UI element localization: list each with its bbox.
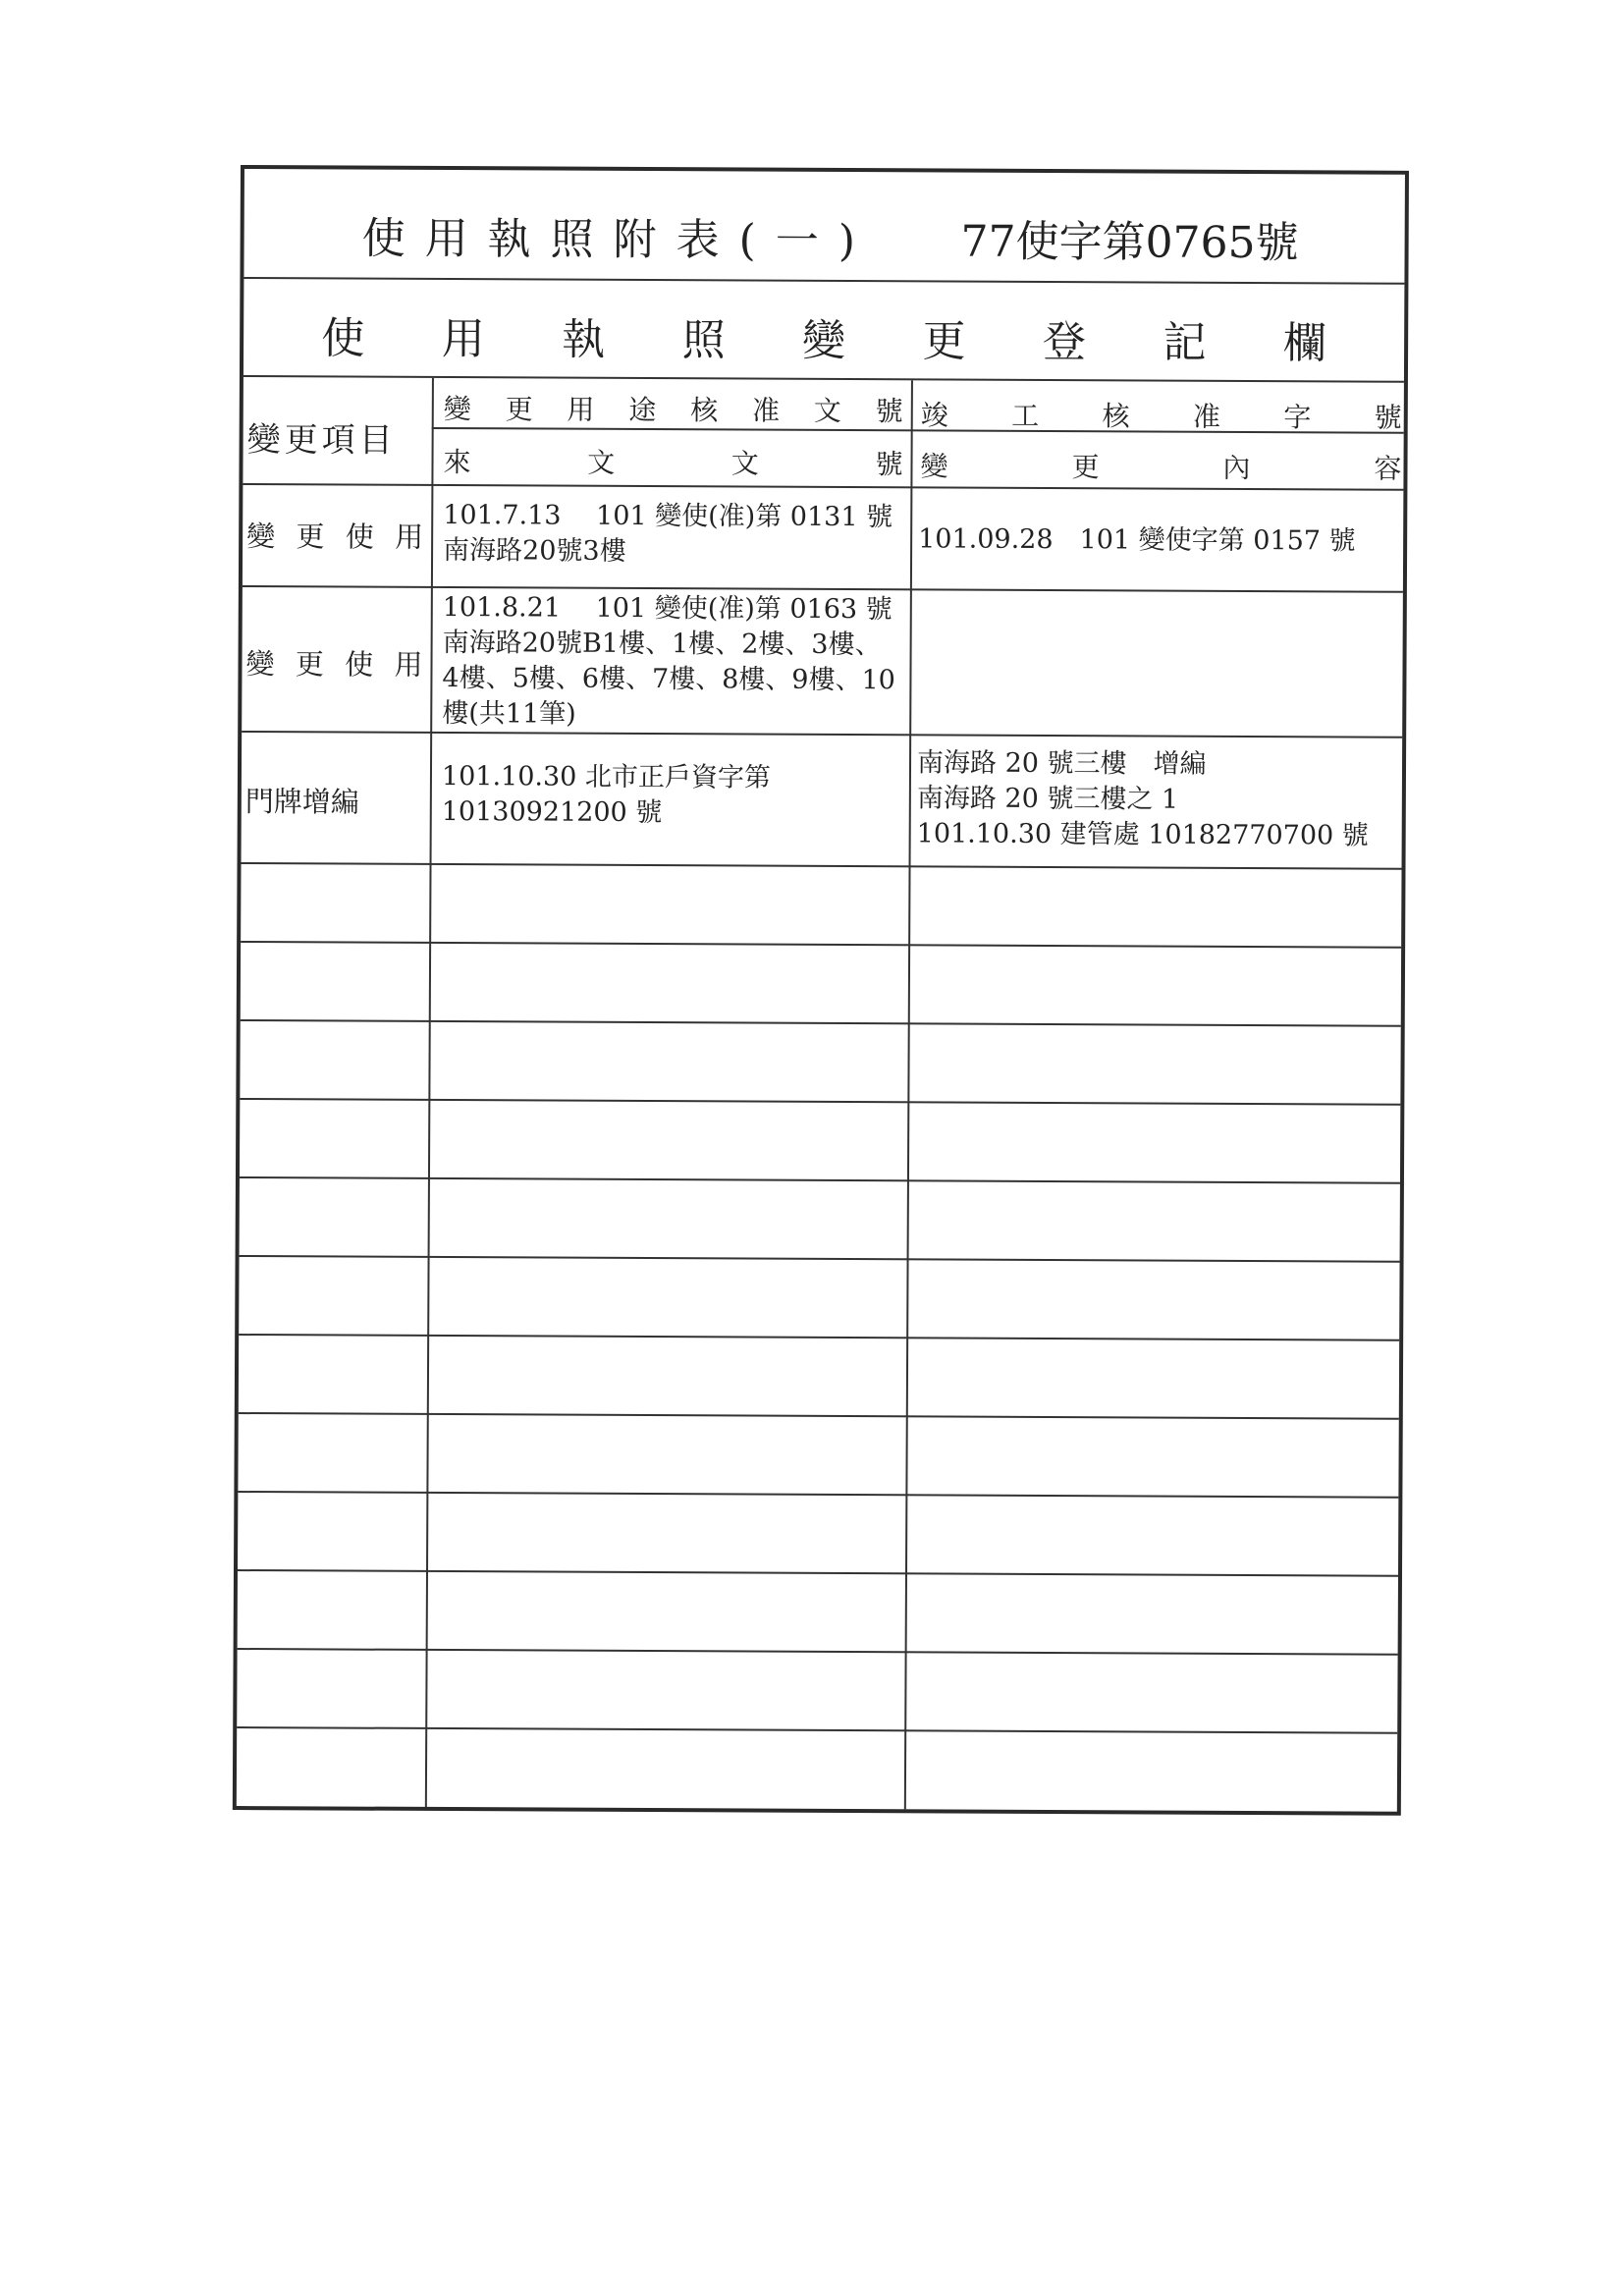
column-header-source bbox=[443, 441, 902, 482]
row-divider bbox=[240, 1255, 1400, 1263]
item-char: 使 bbox=[345, 519, 374, 554]
row-divider bbox=[241, 941, 1401, 949]
row-item-label bbox=[245, 642, 422, 683]
header-char: 文 bbox=[587, 446, 616, 479]
column-header-approval bbox=[444, 388, 903, 429]
item-char: 變 bbox=[246, 519, 276, 554]
row-approval-text bbox=[443, 498, 893, 571]
section-title-char: 登 bbox=[1042, 316, 1087, 368]
title-row bbox=[243, 169, 1405, 285]
text-line: 南海路20號B1樓、1樓、2樓、3樓、 bbox=[442, 628, 882, 661]
item-char: 用 bbox=[394, 647, 423, 682]
section-title-char: 記 bbox=[1163, 317, 1207, 368]
row-completion-text bbox=[917, 745, 1370, 853]
row-divider bbox=[238, 1569, 1398, 1577]
header-char: 號 bbox=[875, 448, 903, 481]
section-title-char: 欄 bbox=[1282, 318, 1326, 369]
header-char: 變 bbox=[443, 393, 471, 426]
header-char: 號 bbox=[875, 395, 903, 428]
text-line: 101.09.28 101 變使字第 0157 號 bbox=[918, 523, 1356, 557]
header-char: 准 bbox=[751, 394, 781, 427]
text-line: 南海路 20 號三樓 增編 bbox=[916, 747, 1207, 780]
row-item-label bbox=[246, 515, 423, 556]
text-line: 4樓、5樓、6樓、7樓、8樓、9樓、10 bbox=[442, 663, 895, 696]
item-char: 更 bbox=[295, 647, 324, 682]
section-title bbox=[243, 302, 1404, 371]
item-char: 使 bbox=[345, 647, 374, 682]
item-char: 用 bbox=[395, 519, 424, 554]
header-char: 號 bbox=[1374, 401, 1402, 434]
section-title-char: 照 bbox=[681, 315, 726, 366]
row-divider bbox=[239, 1412, 1399, 1420]
header-char: 竣 bbox=[920, 399, 948, 432]
header-char: 文 bbox=[730, 447, 759, 480]
column-header-change-content bbox=[920, 445, 1401, 486]
row-divider bbox=[239, 1334, 1399, 1341]
header-char: 容 bbox=[1374, 452, 1402, 485]
row-divider bbox=[242, 862, 1402, 870]
column-divider bbox=[904, 380, 913, 1809]
row-divider bbox=[240, 1176, 1400, 1184]
row-divider bbox=[237, 1726, 1397, 1734]
row-completion-text bbox=[918, 521, 1356, 559]
header-char: 核 bbox=[1102, 400, 1130, 433]
row-divider bbox=[241, 1019, 1401, 1027]
text-line: 101.7.13 101 變使(准)第 0131 號 bbox=[443, 500, 893, 533]
text-line: 101.8.21 101 變使(准)第 0163 號 bbox=[442, 592, 893, 626]
header-char: 字 bbox=[1283, 401, 1312, 434]
column-header-item: 變更項目 bbox=[246, 420, 397, 461]
text-line: 101.10.30 北市正戶資字第 bbox=[441, 761, 772, 793]
row-approval-text bbox=[442, 759, 771, 832]
row-divider bbox=[238, 1491, 1398, 1499]
text-line: 10130921200 號 bbox=[441, 796, 663, 829]
header-char: 途 bbox=[628, 393, 657, 427]
row-divider bbox=[238, 1648, 1398, 1656]
text-line: 南海路20號3樓 bbox=[443, 535, 626, 567]
header-char: 更 bbox=[505, 393, 533, 426]
header-char: 變 bbox=[920, 450, 948, 483]
text-line: 樓(共11筆) bbox=[442, 698, 576, 730]
row-item-label: 門牌增編 bbox=[244, 785, 359, 819]
column-divider bbox=[425, 378, 434, 1807]
header-char: 工 bbox=[1011, 399, 1040, 432]
document-title: 使用執照附表(一) bbox=[361, 213, 876, 267]
row-divider bbox=[240, 1098, 1400, 1106]
row-approval-text bbox=[442, 590, 895, 734]
section-title-char: 執 bbox=[562, 314, 606, 365]
header-char: 用 bbox=[567, 393, 595, 426]
header-char: 內 bbox=[1222, 451, 1251, 485]
section-row bbox=[243, 279, 1404, 383]
text-line: 101.10.30 建管處 10182770700 號 bbox=[916, 818, 1369, 851]
item-char: 更 bbox=[296, 519, 325, 554]
header-char: 文 bbox=[813, 394, 841, 427]
item-char: 變 bbox=[245, 647, 275, 682]
section-title-char: 用 bbox=[441, 314, 485, 365]
license-form bbox=[233, 165, 1409, 1816]
section-title-char: 使 bbox=[321, 313, 365, 364]
header-char: 准 bbox=[1192, 400, 1221, 433]
header-char: 核 bbox=[690, 394, 719, 427]
header-char: 更 bbox=[1071, 451, 1100, 484]
license-number: 77使字第0765號 bbox=[960, 216, 1299, 269]
column-header-completion bbox=[921, 394, 1402, 435]
text-line: 南海路 20 號三樓之 1 bbox=[916, 783, 1179, 815]
header-char: 來 bbox=[443, 446, 471, 479]
section-title-char: 更 bbox=[922, 316, 966, 367]
section-title-char: 變 bbox=[801, 315, 846, 367]
